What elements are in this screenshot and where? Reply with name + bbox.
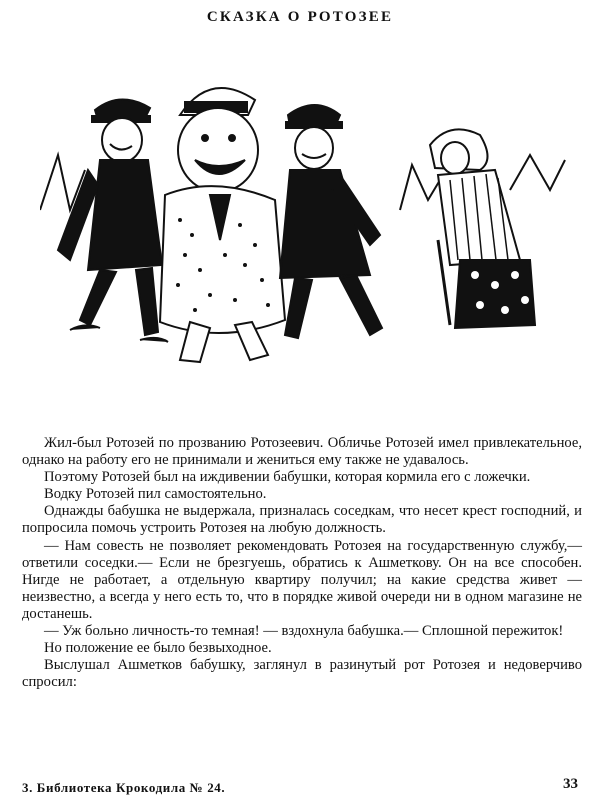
page-number: 33: [563, 776, 578, 792]
central-man: [160, 88, 285, 362]
cartoon-illustration: [40, 60, 570, 390]
paragraph-3: Водку Ротозей пил самостоятельно.: [44, 486, 267, 503]
story-text: [22, 435, 582, 691]
paragraph-4: Однажды бабушка не выдержала, призналась соседкам, что несет крест господний, и попросила помочь устроить Ротозея на любую должность.: [22, 503, 582, 537]
paragraph-5: — Нам совесть не позволяет рекомендовать Ротозея на государственную службу,— ответили соседки.— Если не брезгуешь, обратись к Ашметкову. Он на все способен. Нигде не работает, а отдельную квартиру получил; на какие средства живет — неизвестно, а всегда у него есть то, что в порядке живой очереди ни в одном магазине не достанешь.: [22, 537, 582, 622]
policeman-right: [280, 105, 382, 338]
paragraph-2: Поэтому Ротозей был на иждивении бабушки, которая кормила его с ложечки.: [44, 469, 531, 486]
paragraph-6: — Уж больно личность-то темная! — вздохнула бабушка.— Сплошной пережиток!: [44, 623, 564, 640]
paragraph-1: Жил-был Ротозей по прозванию Ротозеевич. Обличье Ротозей имел привлекательное, однако на работу его не принимали и жениться ему также не удавалось.: [22, 435, 582, 469]
grandmother: [430, 129, 535, 328]
page-title: СКАЗКА О РОТОЗЕЕ: [206, 9, 394, 25]
policeman-left: [58, 99, 168, 342]
paragraph-8: Выслушал Ашметков бабушку, заглянул в разинутый рот Ротозея и недоверчиво спросил:: [22, 657, 582, 691]
page-signature: 3. Библиотека Крокодила № 24.: [22, 780, 226, 795]
paragraph-7: Но положение ее было безвыходное.: [44, 640, 272, 657]
